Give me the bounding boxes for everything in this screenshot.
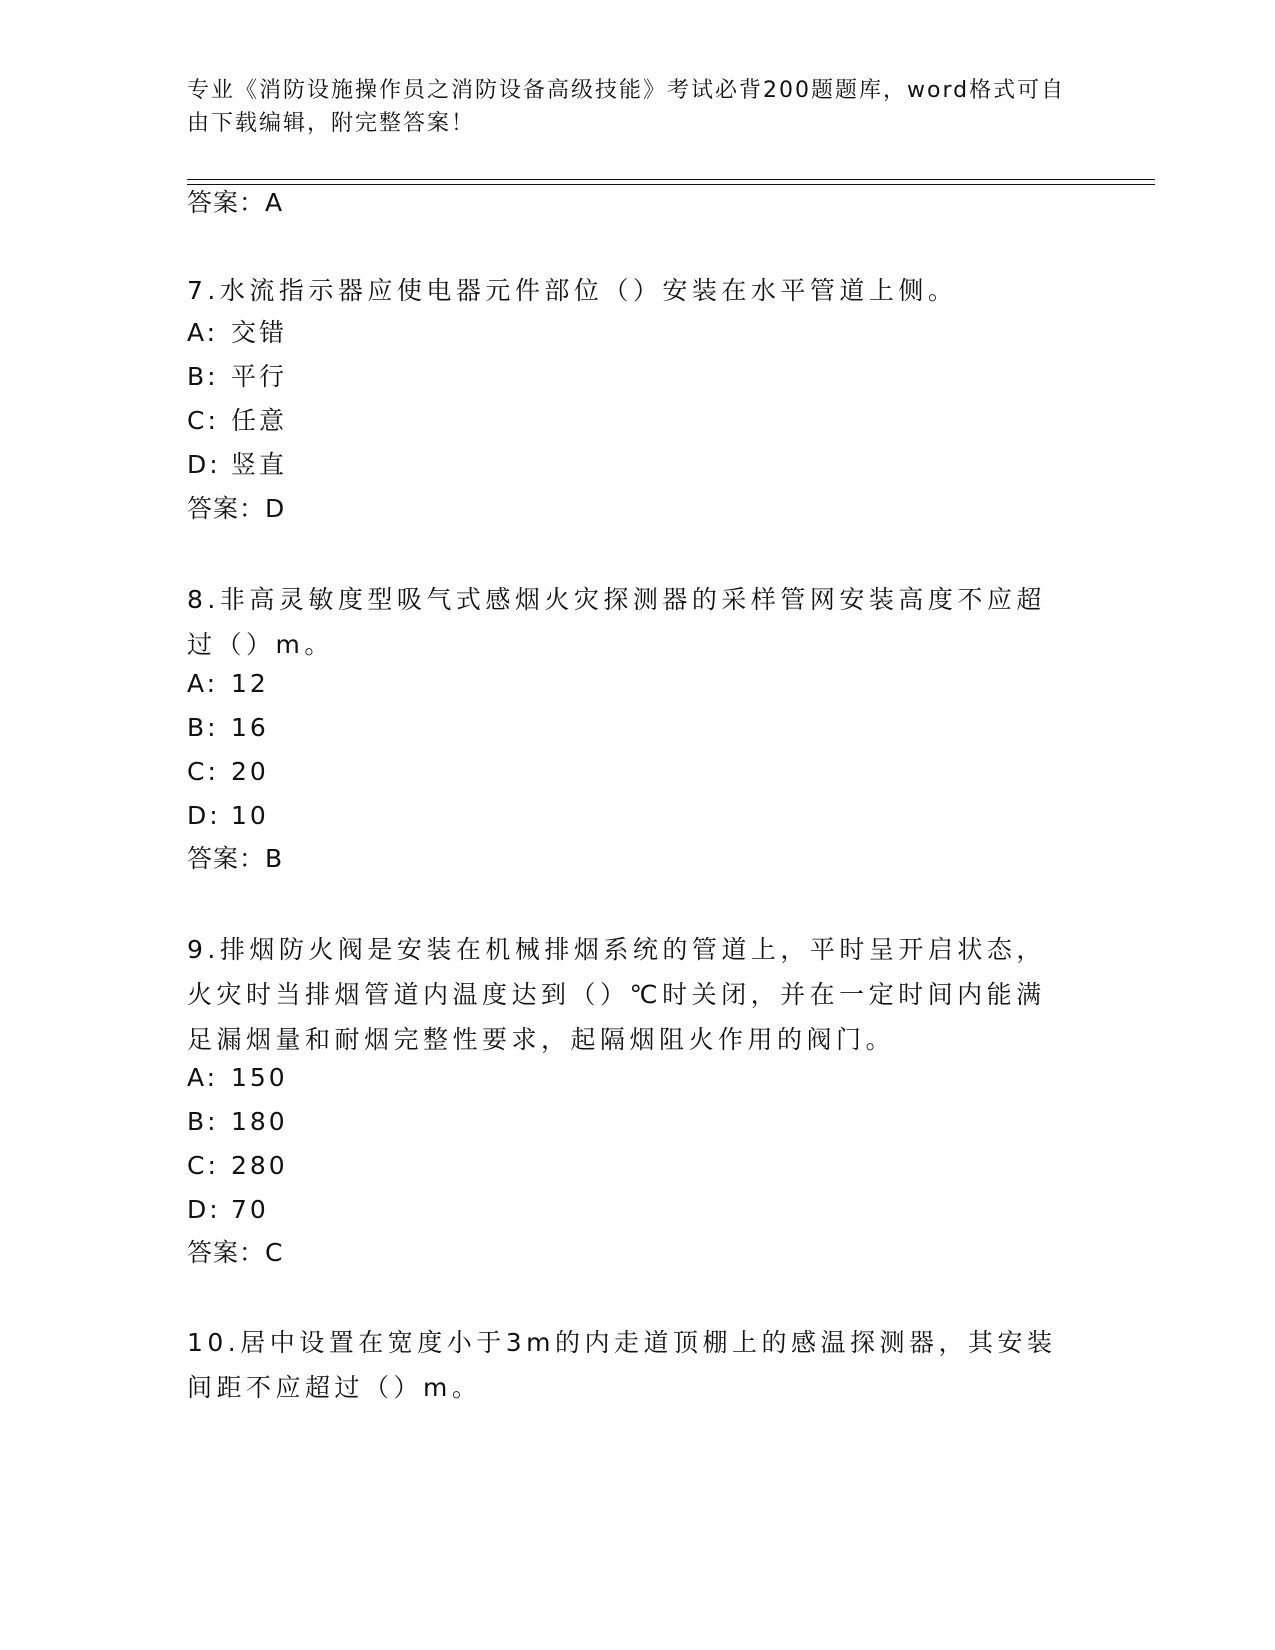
question-7-option-c <box>187 404 287 438</box>
option-letter: A: <box>187 1063 219 1092</box>
question-8-option-b <box>187 711 269 745</box>
option-value: 16 <box>231 713 269 742</box>
answer-previous: 答案：A <box>187 188 284 217</box>
option-value: 平行 <box>231 362 288 391</box>
question-8-answer: 答案：B <box>187 844 284 873</box>
question-7-text: 7.水流指示器应使电器元件部位（）安装在水平管道上侧。 <box>187 276 958 305</box>
question-8-option-a <box>187 667 269 701</box>
option-value: 竖直 <box>231 450 288 479</box>
question-7-option-a <box>187 316 287 350</box>
option-letter: A: <box>187 669 219 698</box>
option-value: 任意 <box>231 406 288 435</box>
option-value: 交错 <box>231 318 288 347</box>
option-letter: C: <box>187 1151 219 1180</box>
option-letter: D: <box>187 1195 221 1224</box>
option-letter: D: <box>187 450 221 479</box>
option-value: 10 <box>231 801 269 830</box>
question-9-option-d <box>187 1193 269 1227</box>
option-letter: B: <box>187 713 219 742</box>
option-letter: C: <box>187 406 219 435</box>
option-value: 150 <box>231 1063 288 1092</box>
option-value: 180 <box>231 1107 288 1136</box>
question-9-option-a <box>187 1061 288 1095</box>
option-letter: A: <box>187 318 219 347</box>
question-8-option-d <box>187 799 269 833</box>
option-letter: C: <box>187 757 219 786</box>
question-9-option-b <box>187 1105 288 1139</box>
option-value: 12 <box>231 669 269 698</box>
question-8-option-c <box>187 755 269 789</box>
document-header: 专业《消防设施操作员之消防设备高级技能》考试必背200题题库，word格式可自由下载编辑，附完整答案！ <box>187 78 1066 136</box>
question-9-answer: 答案：C <box>187 1238 284 1267</box>
header-divider-top <box>187 179 1155 180</box>
option-value: 20 <box>231 757 269 786</box>
option-value: 70 <box>231 1195 269 1224</box>
question-7-option-b <box>187 360 287 394</box>
option-value: 280 <box>231 1151 288 1180</box>
question-7-option-d <box>187 448 287 482</box>
question-9-text: 9.排烟防火阀是安装在机械排烟系统的管道上，平时呈开启状态，火灾时当排烟管道内温度达到（）℃时关闭，并在一定时间内能满足漏烟量和耐烟完整性要求，起隔烟阻火作用的阀门。 <box>187 935 1046 1054</box>
question-8-text: 8.非高灵敏度型吸气式感烟火灾探测器的采样管网安装高度不应超过（）m。 <box>187 585 1046 659</box>
header-divider-bottom <box>187 184 1155 185</box>
option-letter: B: <box>187 362 219 391</box>
option-letter: D: <box>187 801 221 830</box>
question-10-text: 10.居中设置在宽度小于3m的内走道顶棚上的感温探测器，其安装间距不应超过（）m。 <box>187 1328 1057 1402</box>
question-7-answer: 答案：D <box>187 494 286 523</box>
question-9-option-c <box>187 1149 288 1183</box>
option-letter: B: <box>187 1107 219 1136</box>
